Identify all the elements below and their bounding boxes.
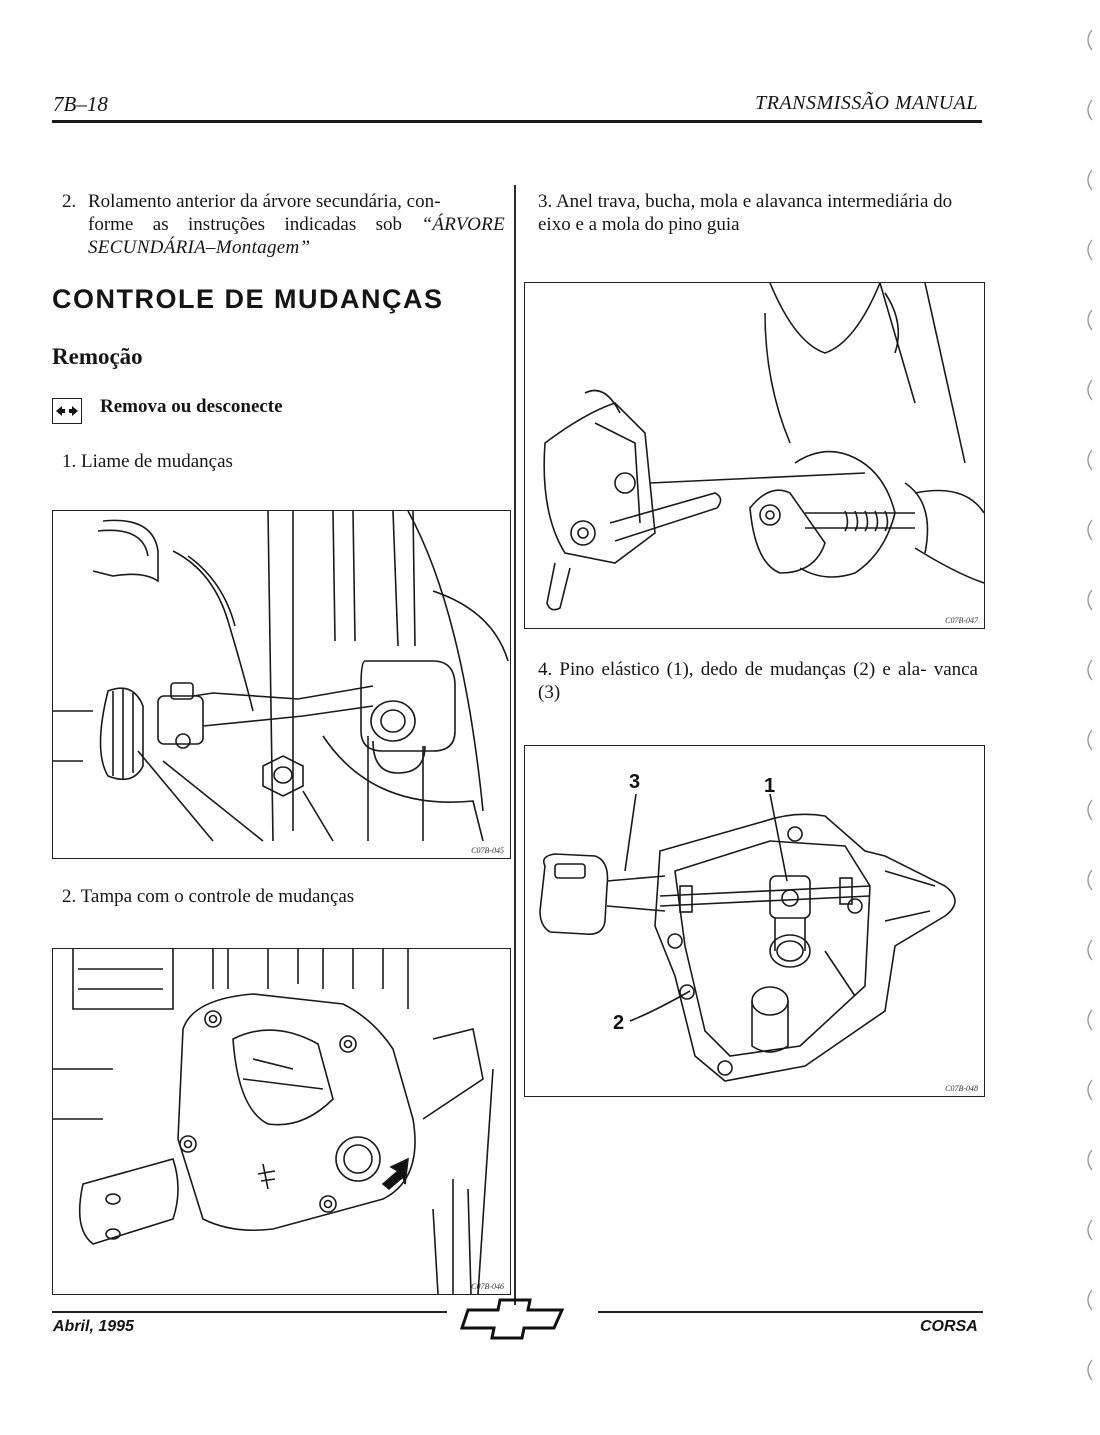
remove-label: Remova ou desconecte bbox=[100, 396, 283, 417]
item-4: 4. Pino elástico (1), dedo de mudanças (2) e ala- vanca (3) bbox=[538, 659, 978, 703]
footer-rule-left bbox=[52, 1311, 447, 1313]
step-2-text-a: Rolamento anterior da árvore secundária, con- bbox=[88, 191, 441, 212]
callout-3: 3 bbox=[629, 771, 641, 793]
spiral-binding bbox=[1078, 0, 1100, 1430]
page-number: 7B–18 bbox=[53, 92, 108, 116]
item-2: 2. Tampa com o controle de mudanças bbox=[62, 886, 355, 907]
figure-1-code: C07B-045 bbox=[471, 846, 504, 855]
figure-4-code: C07B-048 bbox=[945, 1084, 978, 1093]
step-2-reference: “ÁRVORE SECUNDÁRIA–Montagem” bbox=[88, 214, 505, 258]
figure-3-code: C07B-047 bbox=[945, 616, 978, 625]
footer-model: CORSA bbox=[920, 1318, 978, 1335]
step-2-text bbox=[62, 190, 505, 259]
header-rule bbox=[52, 120, 982, 123]
footer-rule-right bbox=[598, 1311, 983, 1313]
step-2-number: 2. bbox=[62, 191, 77, 212]
item-3: 3. Anel trava, bucha, mola e alavanca intermediária do eixo e a mola do pino guia bbox=[538, 191, 953, 235]
column-divider bbox=[514, 185, 516, 1305]
remove-disconnect-icon bbox=[52, 398, 82, 424]
figure-shift-linkage bbox=[52, 510, 511, 859]
figure-shift-cover-internals bbox=[524, 745, 985, 1097]
section-header: TRANSMISSÃO MANUAL bbox=[755, 92, 978, 114]
step-2-text-b: forme as instruções indicadas sob bbox=[88, 214, 422, 235]
footer-date: Abril, 1995 bbox=[53, 1318, 134, 1335]
section-title: CONTROLE DE MUDANÇAS bbox=[52, 284, 444, 314]
figure-shaft-removal bbox=[524, 282, 985, 629]
figure-shift-cover bbox=[52, 948, 511, 1295]
figure-2-code: C07B-046 bbox=[471, 1282, 504, 1291]
callout-1: 1 bbox=[764, 775, 776, 797]
subsection-title: Remoção bbox=[52, 344, 143, 369]
callout-2: 2 bbox=[613, 1012, 625, 1034]
chevrolet-bowtie-icon bbox=[460, 1296, 570, 1342]
item-1: 1. Liame de mudanças bbox=[62, 451, 233, 472]
